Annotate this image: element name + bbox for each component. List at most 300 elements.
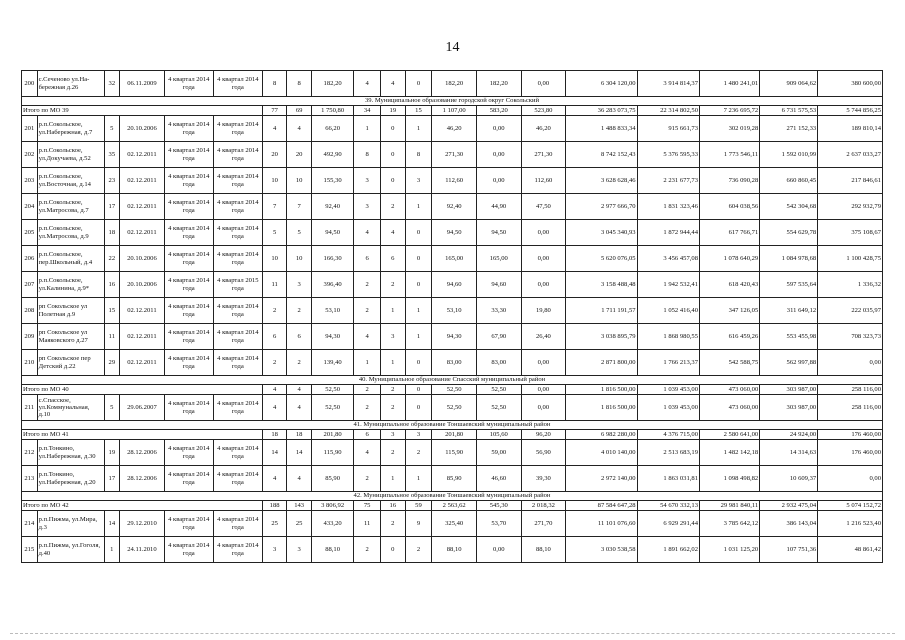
section-title: 42. Муниципальное образование Тоншаевский муниципальный район [22, 492, 883, 501]
cell-plan-start: 4 квартал 2014 года [164, 168, 213, 194]
cell-c9: 75 [354, 501, 381, 511]
cell-c10: 4 [381, 71, 406, 97]
cell-c18: 562 997,88 [760, 350, 818, 376]
cell-year: 5 [104, 395, 120, 421]
cell-c8: 433,20 [311, 511, 353, 537]
cell-plan-end: 4 квартал 2014 года [213, 246, 262, 272]
cell-c10: 2 [381, 440, 406, 466]
cell-c15: 36 283 073,75 [566, 106, 637, 116]
row-number: 211 [22, 395, 38, 421]
cell-c9: 2 [354, 298, 381, 324]
cell-c7: 4 [287, 116, 312, 142]
cell-c14: 0,00 [521, 272, 566, 298]
cell-c17: 618 420,43 [700, 272, 760, 298]
cell-c11: 2 [405, 440, 432, 466]
cell-c16: 5 376 595,33 [637, 142, 699, 168]
cell-date: 29.06.2007 [120, 395, 165, 421]
total-row [22, 501, 883, 511]
cell-c19: 258 116,00 [818, 395, 883, 421]
section-title: 41. Муниципальное образование Тоншаевский муниципальный район [22, 421, 883, 430]
cell-c6: 7 [262, 194, 287, 220]
cell-c12: 94,30 [432, 324, 477, 350]
cell-year: 1 [104, 537, 120, 563]
cell-c17: 617 766,71 [700, 220, 760, 246]
cell-c15: 3 628 628,46 [566, 168, 637, 194]
cell-c14: 0,00 [521, 246, 566, 272]
cell-c12: 92,40 [432, 194, 477, 220]
cell-plan-start: 4 квартал 2014 года [164, 350, 213, 376]
cell-c17: 1 078 640,29 [700, 246, 760, 272]
cell-c10: 0 [381, 168, 406, 194]
cell-c6: 188 [262, 501, 287, 511]
cell-date: 02.12.2011 [120, 298, 165, 324]
cell-c8: 85,90 [311, 466, 353, 492]
table-row [22, 116, 883, 142]
cell-c6: 5 [262, 220, 287, 246]
table-row [22, 440, 883, 466]
cell-date: 02.12.2011 [120, 142, 165, 168]
cell-c19: 2 637 033,27 [818, 142, 883, 168]
cell-c13: 67,90 [476, 324, 521, 350]
cell-c17: 604 038,56 [700, 194, 760, 220]
cell-year: 35 [104, 142, 120, 168]
cell-c16: 1 831 323,46 [637, 194, 699, 220]
cell-c19: 258 116,00 [818, 385, 883, 395]
cell-plan-end: 4 квартал 2014 года [213, 537, 262, 563]
cell-c12: 115,90 [432, 440, 477, 466]
cell-c16: 54 670 332,13 [637, 501, 699, 511]
cell-c8: 115,90 [311, 440, 353, 466]
cell-c7: 8 [287, 71, 312, 97]
cell-c10: 0 [381, 537, 406, 563]
cell-c17: 616 459,26 [700, 324, 760, 350]
table-row [22, 511, 883, 537]
cell-c6: 4 [262, 466, 287, 492]
cell-c16: 1 863 031,81 [637, 466, 699, 492]
row-number: 206 [22, 246, 38, 272]
row-number: 203 [22, 168, 38, 194]
cell-c6: 4 [262, 385, 287, 395]
cell-c15: 2 977 666,70 [566, 194, 637, 220]
cell-c7: 2 [287, 298, 312, 324]
cell-plan-start: 4 квартал 2014 года [164, 537, 213, 563]
cell-c7: 7 [287, 194, 312, 220]
cell-c14: 19,80 [521, 298, 566, 324]
cell-c9: 4 [354, 324, 381, 350]
cell-c12: 112,60 [432, 168, 477, 194]
cell-c12: 1 107,00 [432, 106, 477, 116]
cell-c13: 545,30 [476, 501, 521, 511]
cell-c11: 1 [405, 298, 432, 324]
table-row [22, 168, 883, 194]
cell-c14: 0,00 [521, 350, 566, 376]
row-number: 204 [22, 194, 38, 220]
cell-date: 02.12.2011 [120, 220, 165, 246]
cell-c11: 0 [405, 246, 432, 272]
cell-c15: 1 711 191,57 [566, 298, 637, 324]
cell-c19: 1 100 428,75 [818, 246, 883, 272]
cell-c15: 3 158 488,48 [566, 272, 637, 298]
cell-c9: 2 [354, 537, 381, 563]
cell-c13: 0,00 [476, 116, 521, 142]
cell-c11: 3 [405, 430, 432, 440]
cell-year: 15 [104, 298, 120, 324]
cell-c12: 94,50 [432, 220, 477, 246]
cell-date: 02.12.2011 [120, 194, 165, 220]
cell-c17: 1 480 241,01 [700, 71, 760, 97]
cell-c16: 1 872 944,44 [637, 220, 699, 246]
cell-c12: 201,80 [432, 430, 477, 440]
cell-c17: 1 031 125,20 [700, 537, 760, 563]
cell-c17: 1 098 498,82 [700, 466, 760, 492]
cell-year: 14 [104, 511, 120, 537]
cell-c9: 3 [354, 168, 381, 194]
table-row [22, 466, 883, 492]
cell-c17: 29 981 840,11 [700, 501, 760, 511]
cell-c18: 311 649,12 [760, 298, 818, 324]
cell-c11: 1 [405, 466, 432, 492]
section-header-row [22, 97, 883, 106]
cell-c9: 2 [354, 385, 381, 395]
cell-c12: 94,60 [432, 272, 477, 298]
cell-c14: 26,40 [521, 324, 566, 350]
cell-c19: 708 323,73 [818, 324, 883, 350]
cell-c13: 53,70 [476, 511, 521, 537]
total-label: Итого по МО 42 [22, 501, 263, 511]
table-row [22, 350, 883, 376]
cell-c13: 44,90 [476, 194, 521, 220]
cell-plan-end: 4 квартал 2014 года [213, 220, 262, 246]
cell-c18: 542 304,68 [760, 194, 818, 220]
address-cell: р.п.Сокольское, ул.Матросова, д.7 [37, 194, 104, 220]
cell-plan-end: 4 квартал 2014 года [213, 440, 262, 466]
section-header-row [22, 421, 883, 430]
cell-c19: 176 460,00 [818, 440, 883, 466]
cell-c7: 69 [287, 106, 312, 116]
cell-c15: 4 010 140,00 [566, 440, 637, 466]
cell-plan-start: 4 квартал 2014 года [164, 324, 213, 350]
cell-c12: 46,20 [432, 116, 477, 142]
cell-c7: 25 [287, 511, 312, 537]
cell-c18: 271 152,33 [760, 116, 818, 142]
cell-date: 20.10.2006 [120, 246, 165, 272]
row-number: 202 [22, 142, 38, 168]
cell-c11: 8 [405, 142, 432, 168]
cell-c19: 5 744 856,25 [818, 106, 883, 116]
cell-c8: 66,20 [311, 116, 353, 142]
cell-c6: 6 [262, 324, 287, 350]
cell-c16: 1 891 662,02 [637, 537, 699, 563]
cell-plan-end: 4 квартал 2014 года [213, 324, 262, 350]
cell-c19: 292 932,79 [818, 194, 883, 220]
cell-c13: 52,50 [476, 385, 521, 395]
cell-c17: 542 588,75 [700, 350, 760, 376]
cell-year: 18 [104, 220, 120, 246]
cell-c8: 139,40 [311, 350, 353, 376]
cell-c9: 6 [354, 246, 381, 272]
table-row [22, 272, 883, 298]
cell-c18: 303 987,00 [760, 385, 818, 395]
cell-plan-start: 4 квартал 2014 года [164, 246, 213, 272]
cell-c13: 83,00 [476, 350, 521, 376]
cell-c13: 0,00 [476, 168, 521, 194]
cell-c19: 1 216 523,40 [818, 511, 883, 537]
total-label: Итого по МО 40 [22, 385, 263, 395]
cell-plan-end: 4 квартал 2014 года [213, 71, 262, 97]
cell-date: 28.12.2006 [120, 466, 165, 492]
cell-c15: 3 038 895,79 [566, 324, 637, 350]
cell-c7: 2 [287, 350, 312, 376]
cell-c7: 5 [287, 220, 312, 246]
cell-c15: 2 972 140,00 [566, 466, 637, 492]
cell-c9: 11 [354, 511, 381, 537]
cell-c17: 473 060,00 [700, 395, 760, 421]
cell-c19: 189 810,14 [818, 116, 883, 142]
cell-c16: 3 456 457,08 [637, 246, 699, 272]
cell-c16: 1 039 453,00 [637, 395, 699, 421]
cell-c6: 10 [262, 246, 287, 272]
cell-date: 02.12.2011 [120, 324, 165, 350]
cell-c8: 94,50 [311, 220, 353, 246]
cell-c9: 8 [354, 142, 381, 168]
cell-c7: 20 [287, 142, 312, 168]
row-number: 200 [22, 71, 38, 97]
cell-c11: 0 [405, 385, 432, 395]
cell-c10: 2 [381, 272, 406, 298]
cell-c17: 302 019,28 [700, 116, 760, 142]
cell-c13: 33,30 [476, 298, 521, 324]
cell-c6: 4 [262, 116, 287, 142]
address-cell: р.п.Сокольское, пер.Школьный, д.4 [37, 246, 104, 272]
page-bottom-edge [10, 633, 895, 634]
cell-c11: 0 [405, 272, 432, 298]
cell-c10: 4 [381, 220, 406, 246]
cell-c6: 2 [262, 350, 287, 376]
cell-c8: 3 806,92 [311, 501, 353, 511]
cell-c8: 52,50 [311, 395, 353, 421]
cell-c10: 2 [381, 395, 406, 421]
total-label: Итого по МО 41 [22, 430, 263, 440]
cell-c9: 2 [354, 466, 381, 492]
cell-c18: 554 629,78 [760, 220, 818, 246]
cell-c8: 492,90 [311, 142, 353, 168]
cell-c9: 4 [354, 440, 381, 466]
cell-c14: 2 018,32 [521, 501, 566, 511]
cell-c19: 375 108,67 [818, 220, 883, 246]
cell-c13: 59,00 [476, 440, 521, 466]
cell-c16: 3 914 814,37 [637, 71, 699, 97]
cell-c7: 6 [287, 324, 312, 350]
address-cell: р.п.Тонкино, ул.Набережная, д.30 [37, 440, 104, 466]
cell-c7: 10 [287, 246, 312, 272]
cell-plan-start: 4 квартал 2014 года [164, 220, 213, 246]
cell-c13: 94,50 [476, 220, 521, 246]
cell-c12: 52,50 [432, 395, 477, 421]
cell-year: 11 [104, 324, 120, 350]
cell-c12: 85,90 [432, 466, 477, 492]
cell-c6: 18 [262, 430, 287, 440]
address-cell: р.п.Тонкино, ул.Набережная, д.20 [37, 466, 104, 492]
cell-date: 20.10.2006 [120, 272, 165, 298]
table-row [22, 537, 883, 563]
table-row [22, 220, 883, 246]
cell-c15: 1 816 500,00 [566, 395, 637, 421]
cell-c10: 1 [381, 298, 406, 324]
cell-c12: 271,30 [432, 142, 477, 168]
cell-c19: 0,00 [818, 466, 883, 492]
cell-c9: 1 [354, 350, 381, 376]
cell-c10: 0 [381, 142, 406, 168]
cell-c12: 83,00 [432, 350, 477, 376]
cell-c10: 2 [381, 385, 406, 395]
cell-c13: 0,00 [476, 537, 521, 563]
cell-c11: 0 [405, 71, 432, 97]
cell-plan-start: 4 квартал 2014 года [164, 298, 213, 324]
address-cell: р.п.Сокольское, ул.Калинина, д.9* [37, 272, 104, 298]
cell-c13: 94,60 [476, 272, 521, 298]
cell-c12: 182,20 [432, 71, 477, 97]
row-number: 214 [22, 511, 38, 537]
cell-c8: 182,20 [311, 71, 353, 97]
cell-plan-end: 4 квартал 2014 года [213, 350, 262, 376]
cell-c7: 3 [287, 537, 312, 563]
cell-year: 32 [104, 71, 120, 97]
cell-c10: 1 [381, 350, 406, 376]
cell-plan-end: 4 квартал 2015 года [213, 272, 262, 298]
cell-c10: 0 [381, 116, 406, 142]
cell-c7: 143 [287, 501, 312, 511]
row-number: 210 [22, 350, 38, 376]
cell-c10: 1 [381, 466, 406, 492]
cell-c11: 1 [405, 194, 432, 220]
cell-c18: 10 609,37 [760, 466, 818, 492]
cell-c14: 523,80 [521, 106, 566, 116]
cell-c19: 176 460,00 [818, 430, 883, 440]
cell-plan-end: 4 квартал 2014 года [213, 194, 262, 220]
section-header-row [22, 492, 883, 501]
cell-c18: 553 455,98 [760, 324, 818, 350]
cell-date: 29.12.2010 [120, 511, 165, 537]
cell-c17: 2 580 641,00 [700, 430, 760, 440]
cell-plan-end: 4 квартал 2014 года [213, 116, 262, 142]
cell-c12: 88,10 [432, 537, 477, 563]
cell-c15: 6 304 120,00 [566, 71, 637, 97]
cell-c17: 1 482 142,18 [700, 440, 760, 466]
cell-c18: 909 064,62 [760, 71, 818, 97]
table-row [22, 71, 883, 97]
cell-c15: 1 488 833,34 [566, 116, 637, 142]
cell-c17: 1 773 546,11 [700, 142, 760, 168]
cell-c9: 2 [354, 272, 381, 298]
row-number: 205 [22, 220, 38, 246]
cell-c17: 347 126,05 [700, 298, 760, 324]
address-cell: с.Спасское, ул.Коммунальная, д.10 [37, 395, 104, 421]
cell-c10: 3 [381, 324, 406, 350]
cell-c9: 4 [354, 220, 381, 246]
cell-c16: 2 513 683,19 [637, 440, 699, 466]
cell-c15: 11 101 076,60 [566, 511, 637, 537]
cell-plan-end: 4 квартал 2014 года [213, 298, 262, 324]
cell-c18: 6 731 575,53 [760, 106, 818, 116]
cell-plan-start: 4 квартал 2014 года [164, 466, 213, 492]
cell-c19: 48 861,42 [818, 537, 883, 563]
cell-c12: 52,50 [432, 385, 477, 395]
cell-c10: 6 [381, 246, 406, 272]
cell-year: 23 [104, 168, 120, 194]
cell-c14: 39,30 [521, 466, 566, 492]
cell-plan-start: 4 квартал 2014 года [164, 142, 213, 168]
cell-c12: 325,40 [432, 511, 477, 537]
cell-c13: 583,20 [476, 106, 521, 116]
cell-plan-end: 4 квартал 2014 года [213, 142, 262, 168]
cell-c18: 14 314,63 [760, 440, 818, 466]
section-title: 40. Муниципальное образование Спасский муниципальный район [22, 376, 883, 385]
row-number: 212 [22, 440, 38, 466]
address-cell: рп Сокольское ул Маяковского д.27 [37, 324, 104, 350]
cell-c12: 165,00 [432, 246, 477, 272]
cell-plan-end: 4 квартал 2014 года [213, 395, 262, 421]
row-number: 207 [22, 272, 38, 298]
cell-c17: 736 090,28 [700, 168, 760, 194]
cell-c6: 11 [262, 272, 287, 298]
cell-c16: 4 376 715,00 [637, 430, 699, 440]
cell-c8: 53,10 [311, 298, 353, 324]
cell-c8: 166,30 [311, 246, 353, 272]
cell-date: 24.11.2010 [120, 537, 165, 563]
cell-c15: 1 816 500,00 [566, 385, 637, 395]
section-title: 39. Муниципальное образование городской округ Сокольский [22, 97, 883, 106]
cell-c16: 915 661,73 [637, 116, 699, 142]
cell-c14: 0,00 [521, 71, 566, 97]
row-number: 208 [22, 298, 38, 324]
cell-c9: 1 [354, 116, 381, 142]
cell-c10: 2 [381, 194, 406, 220]
cell-c11: 0 [405, 350, 432, 376]
cell-c9: 6 [354, 430, 381, 440]
cell-c7: 3 [287, 272, 312, 298]
cell-c6: 8 [262, 71, 287, 97]
cell-c18: 597 535,64 [760, 272, 818, 298]
cell-c15: 3 030 538,58 [566, 537, 637, 563]
cell-plan-start: 4 квартал 2014 года [164, 511, 213, 537]
cell-c9: 34 [354, 106, 381, 116]
cell-c6: 3 [262, 537, 287, 563]
row-number: 201 [22, 116, 38, 142]
address-cell: р.п.Пижма, ул.Мира, д.3 [37, 511, 104, 537]
cell-c8: 155,30 [311, 168, 353, 194]
cell-plan-start: 4 квартал 2014 года [164, 116, 213, 142]
cell-c12: 53,10 [432, 298, 477, 324]
cell-c8: 88,10 [311, 537, 353, 563]
cell-plan-start: 4 квартал 2014 года [164, 194, 213, 220]
cell-year: 29 [104, 350, 120, 376]
cell-c11: 1 [405, 116, 432, 142]
cell-c19: 222 035,97 [818, 298, 883, 324]
cell-c11: 9 [405, 511, 432, 537]
cell-c15: 87 584 647,28 [566, 501, 637, 511]
cell-c17: 3 785 642,12 [700, 511, 760, 537]
cell-c9: 2 [354, 395, 381, 421]
cell-c15: 8 742 152,43 [566, 142, 637, 168]
table-row [22, 246, 883, 272]
cell-c15: 6 982 280,00 [566, 430, 637, 440]
cell-c7: 10 [287, 168, 312, 194]
cell-c18: 386 143,04 [760, 511, 818, 537]
cell-c9: 4 [354, 71, 381, 97]
address-cell: р.п.Сокольское, ул.Набережная, д.7 [37, 116, 104, 142]
cell-year: 19 [104, 440, 120, 466]
cell-date: 02.12.2011 [120, 350, 165, 376]
